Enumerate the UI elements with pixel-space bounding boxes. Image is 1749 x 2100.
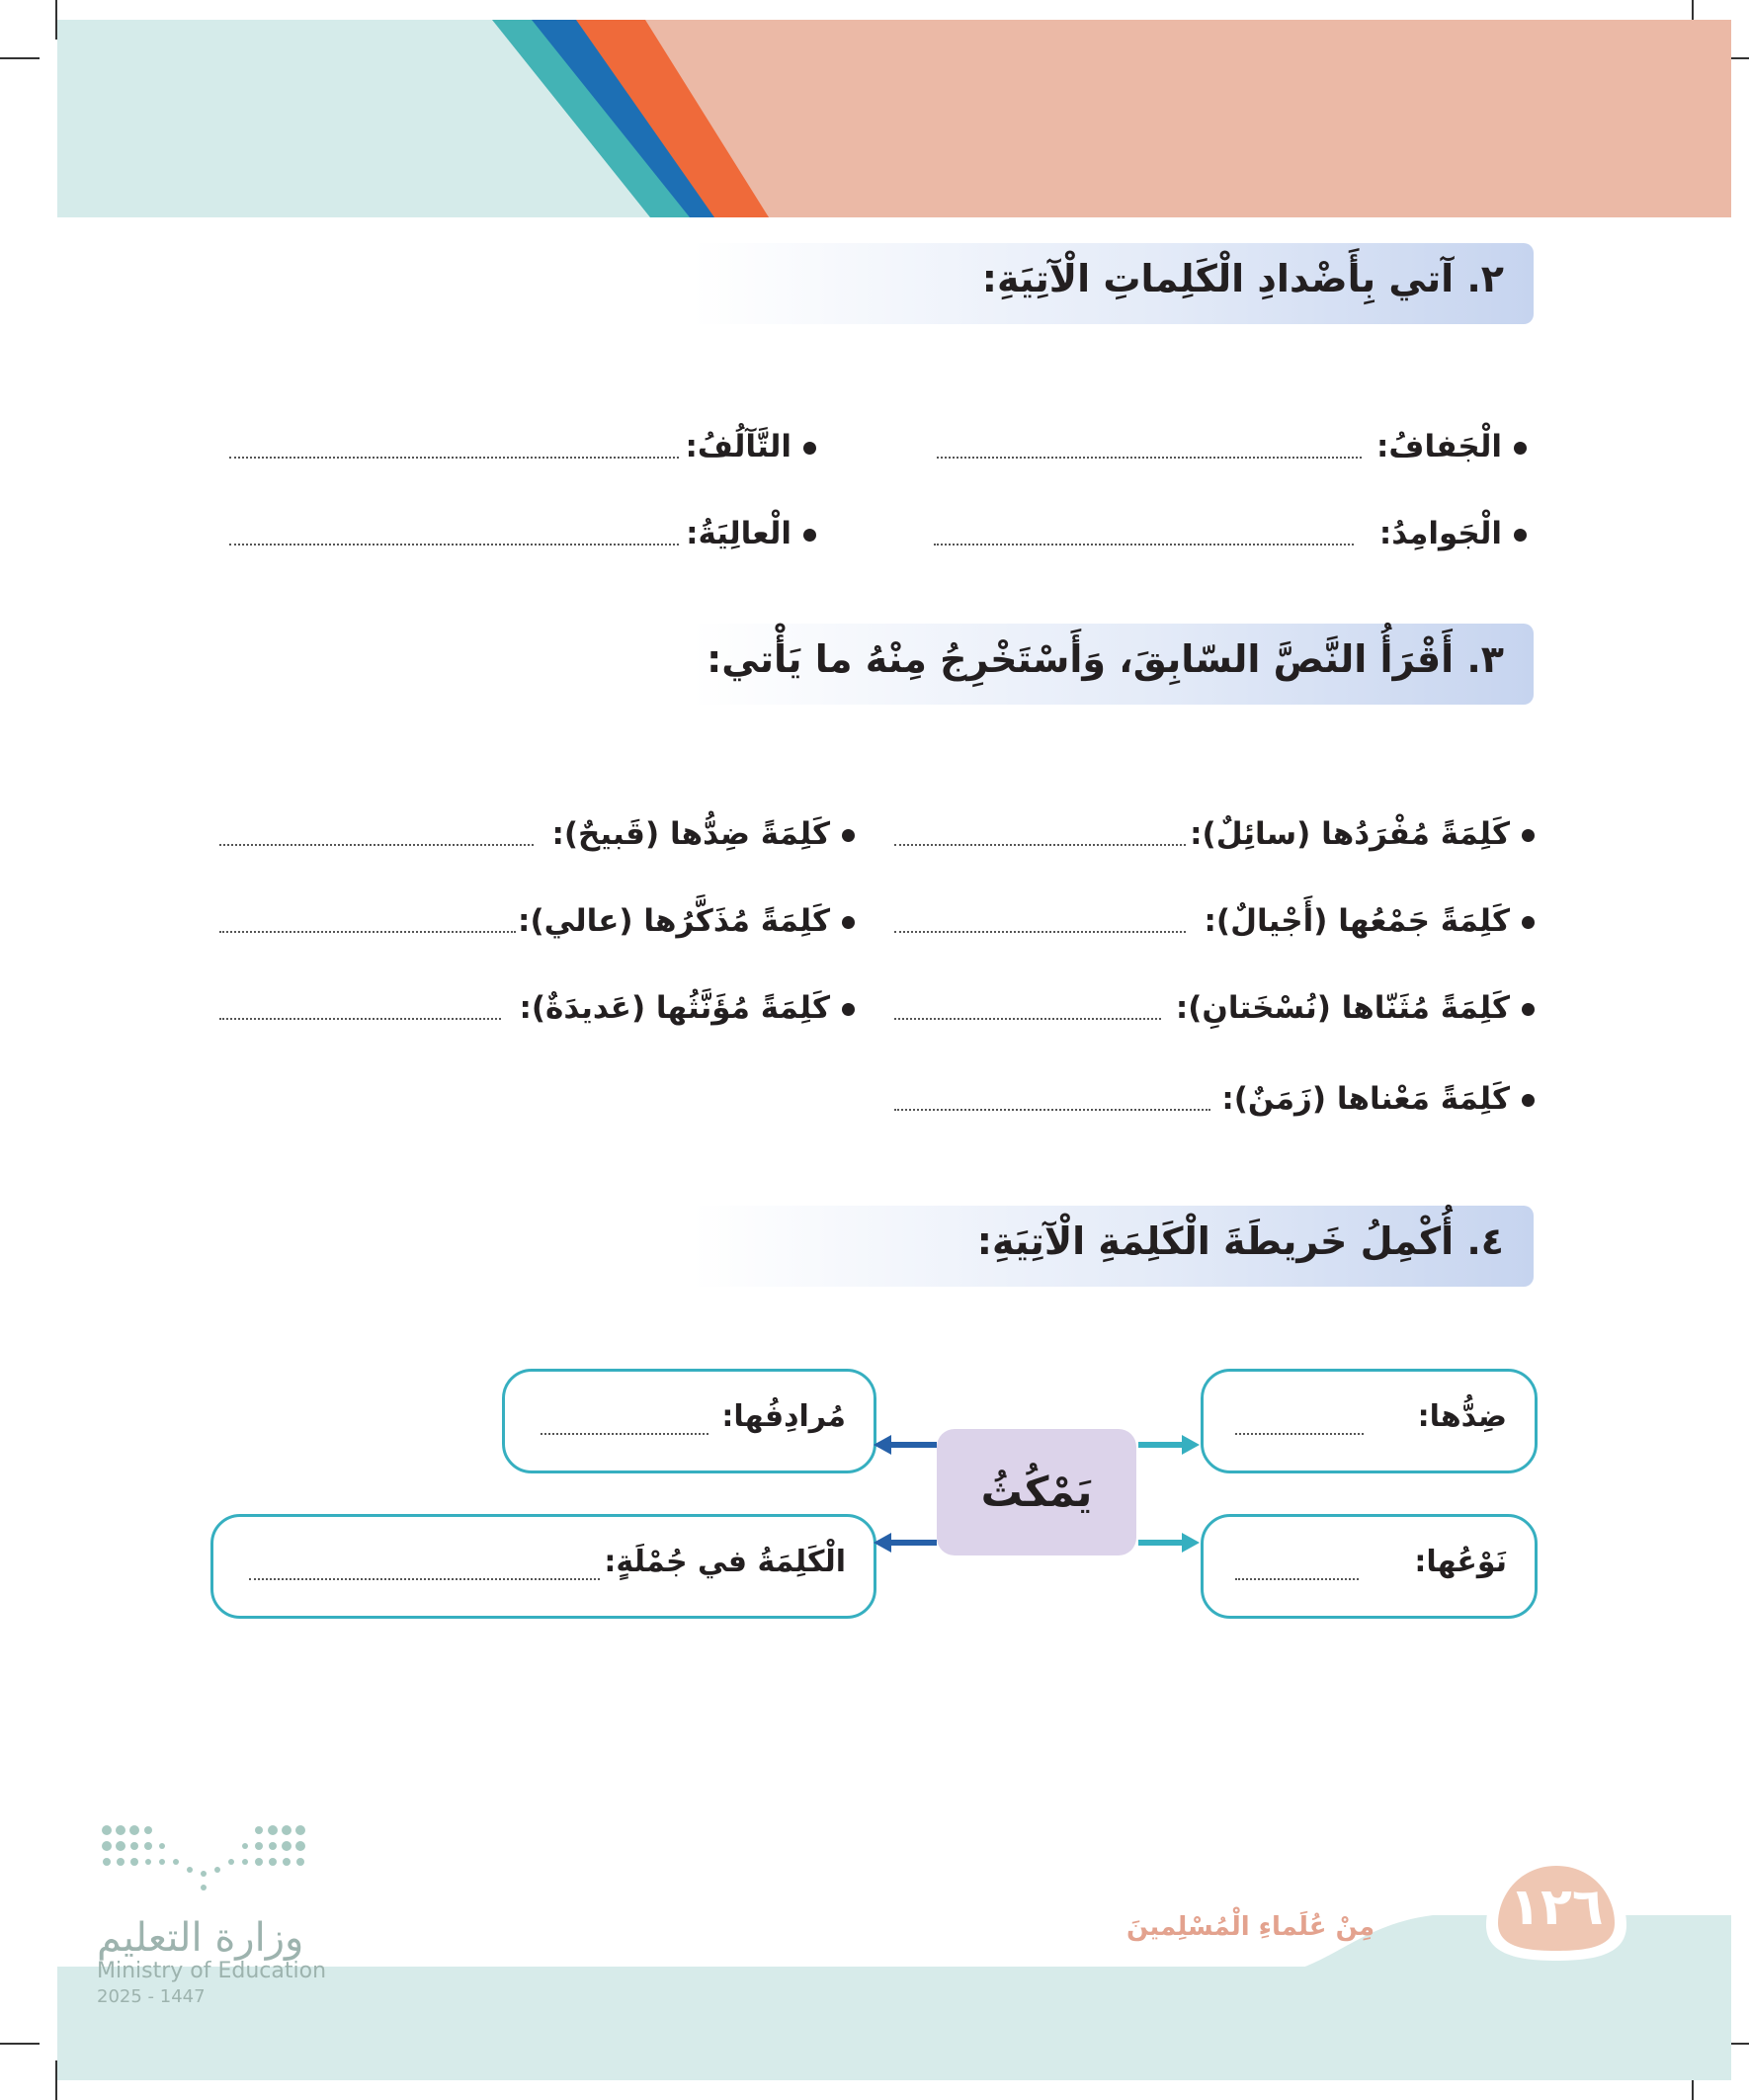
q3-item-feminine: كَلِمَةً مُؤَنَّثُها (عَديدَةٌ): bbox=[519, 988, 855, 1028]
sentence-box[interactable] bbox=[210, 1514, 876, 1619]
q3-item-masculine: كَلِمَةً مُذَكَّرُها (عالي): bbox=[518, 901, 855, 941]
word-map-arrows bbox=[870, 1423, 1206, 1561]
answer-line[interactable] bbox=[894, 844, 1186, 846]
antonym-label: ضِدُّها: bbox=[1417, 1399, 1507, 1434]
crop-mark bbox=[0, 2043, 40, 2045]
answer-line[interactable] bbox=[219, 931, 516, 933]
type-label: نَوْعُها: bbox=[1414, 1545, 1507, 1579]
antonym-box[interactable] bbox=[1201, 1369, 1538, 1473]
q3-item-antonym: كَلِمَةً ضِدُّها (قَبيحٌ): bbox=[551, 814, 855, 854]
question-4-title-bar bbox=[692, 1206, 1534, 1287]
answer-line[interactable] bbox=[1235, 1433, 1364, 1435]
bullet-icon bbox=[1514, 529, 1527, 542]
bullet-icon bbox=[1522, 829, 1535, 842]
question-3-title: ٣. أَقْرَأُ النَّصَّ السّابِقَ، وَأَسْتَخْرِجُ مِنْهُ ما يَأْتي: bbox=[707, 637, 1504, 681]
answer-line[interactable] bbox=[249, 1578, 600, 1580]
bullet-icon bbox=[842, 1003, 855, 1016]
ministry-name-arabic: وزارة التعليم bbox=[97, 1915, 304, 1961]
q2-item-drought: الْجَفافُ: bbox=[1376, 427, 1527, 466]
q3-item-meaning: كَلِمَةً مَعْناها (زَمَنٌ): bbox=[1221, 1079, 1535, 1119]
bullet-icon bbox=[842, 829, 855, 842]
question-3-title-bar bbox=[692, 624, 1534, 705]
center-word: يَمْكُثُ bbox=[980, 1468, 1093, 1516]
q2-item-solids: الْجَوامِدُ: bbox=[1379, 514, 1527, 553]
answer-line[interactable] bbox=[219, 844, 534, 846]
ministry-year: 2025 - 1447 bbox=[97, 1986, 206, 2007]
answer-line[interactable] bbox=[894, 931, 1186, 933]
answer-line[interactable] bbox=[229, 457, 679, 459]
bullet-icon bbox=[1522, 916, 1535, 929]
q3-item-dual: كَلِمَةً مُثَنّاها (نُسْخَتانِ): bbox=[1176, 988, 1535, 1028]
synonym-box[interactable] bbox=[502, 1369, 876, 1473]
ministry-logo-icon bbox=[97, 1820, 314, 1899]
footer-band bbox=[57, 1967, 1731, 2080]
bullet-icon bbox=[803, 442, 816, 455]
bullet-icon bbox=[842, 916, 855, 929]
q3-item-singular: كَلِمَةً مُفْرَدُها (سائِلٌ): bbox=[1190, 814, 1535, 854]
page-number: ١٢٦ bbox=[1509, 1878, 1604, 1937]
header-banner bbox=[57, 20, 1731, 217]
answer-line[interactable] bbox=[219, 1018, 501, 1020]
bullet-icon bbox=[803, 529, 816, 542]
bullet-icon bbox=[1514, 442, 1527, 455]
question-2-title: ٢. آتي بِأَضْدادِ الْكَلِماتِ الْآتِيَةِ: bbox=[981, 257, 1504, 300]
question-2-title-bar bbox=[692, 243, 1534, 324]
series-title: مِنْ عُلَماءِ الْمُسْلِمينَ bbox=[1126, 1912, 1375, 1942]
question-4-title: ٤. أُكْمِلُ خَريطَةَ الْكَلِمَةِ الْآتِيَةِ: bbox=[976, 1219, 1504, 1263]
crop-mark bbox=[0, 57, 40, 59]
page-number-badge bbox=[1482, 1848, 1630, 1967]
answer-line[interactable] bbox=[541, 1433, 708, 1435]
answer-line[interactable] bbox=[1235, 1578, 1359, 1580]
answer-line[interactable] bbox=[229, 544, 679, 546]
q2-item-harmony: التَّآلُفُ: bbox=[685, 427, 816, 466]
answer-line[interactable] bbox=[934, 544, 1354, 546]
answer-line[interactable] bbox=[937, 457, 1362, 459]
bullet-icon bbox=[1522, 1094, 1535, 1107]
answer-line[interactable] bbox=[894, 1109, 1210, 1111]
q2-item-high: الْعالِيَةُ: bbox=[686, 514, 816, 553]
bullet-icon bbox=[1522, 1003, 1535, 1016]
synonym-label: مُرادِفُها: bbox=[721, 1399, 846, 1434]
ministry-name-english: Ministry of Education bbox=[97, 1959, 327, 1983]
q3-item-plural: كَلِمَةً جَمْعُها (أَجْيالٌ): bbox=[1205, 901, 1535, 941]
answer-line[interactable] bbox=[894, 1018, 1161, 1020]
type-box[interactable] bbox=[1201, 1514, 1538, 1619]
sentence-label: الْكَلِمَةُ في جُمْلَةٍ: bbox=[604, 1545, 846, 1579]
